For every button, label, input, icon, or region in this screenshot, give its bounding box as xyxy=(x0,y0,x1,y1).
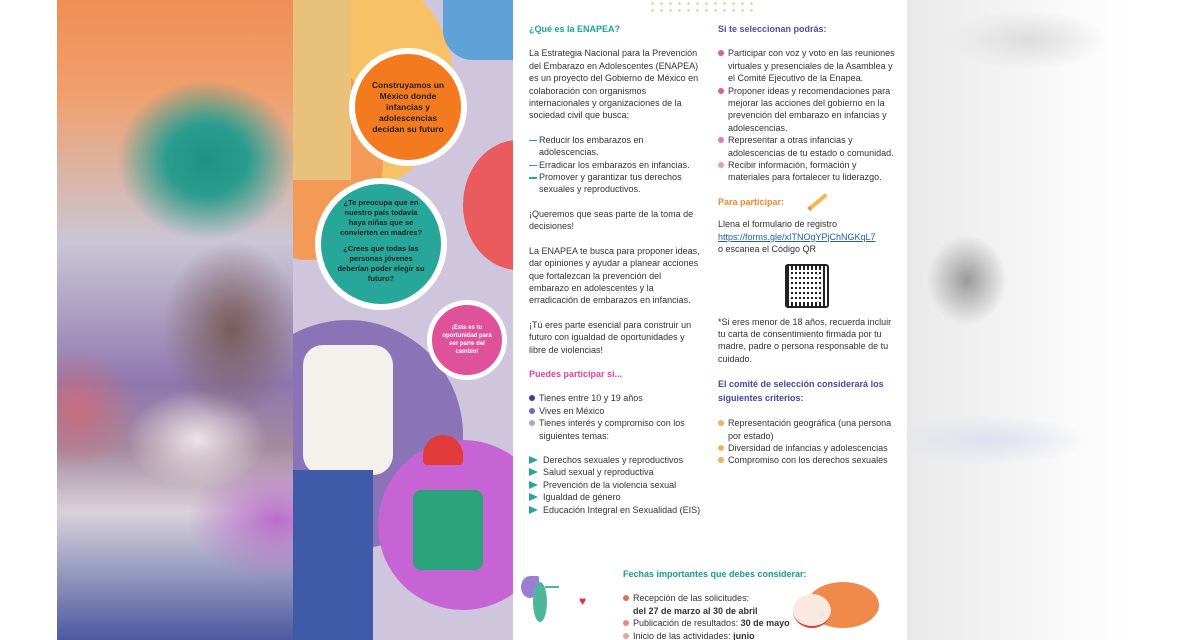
dates-heading: Fechas importantes que debes considerar: xyxy=(623,569,807,579)
topic-item: Igualdad de género xyxy=(529,491,701,503)
participate-line2: o escanea el Código QR xyxy=(718,244,817,255)
date-value: junio xyxy=(733,630,755,640)
goal-item: Erradicar los embarazos en infancias. xyxy=(529,159,701,171)
benefit-item: Participar con voz y voto en las reuniones virtuales y presenciales de la Asamblea y el Comité Ejecutivo de la Enapea. xyxy=(718,47,896,84)
blurred-background-right xyxy=(907,0,1200,640)
pink-message-circle xyxy=(427,300,507,380)
benefits-heading: Si te seleccionan podrás: xyxy=(718,24,827,34)
date-label: Inicio de las actividades: xyxy=(633,630,731,640)
topic-item: Prevención de la violencia sexual xyxy=(529,479,701,491)
teal-question-2: ¿Crees que todas las personas jóvenes deberían poder elegir su futuro? xyxy=(337,244,425,283)
goal-item: Reducir los embarazos en adolescencias. xyxy=(529,134,701,159)
criteria-item: Diversidad de infancias y adolescencias xyxy=(718,442,896,454)
benefit-item: Representar a otras infancias y adolescencias de tu estado o comunidad. xyxy=(718,134,896,159)
about-intro: La Estrategia Nacional para la Prevención del Embarazo en Adolescentes (ENAPEA) es un proyecto del Gobierno de México en colaboración con organismos internacionales y organizaciones de la sociedad civil que busca: xyxy=(529,48,699,121)
participate-header xyxy=(718,196,896,208)
qr-code[interactable] xyxy=(785,264,829,308)
boy-illustration xyxy=(413,490,483,570)
red-shape xyxy=(463,140,513,270)
date-item xyxy=(623,630,873,640)
right-text-column xyxy=(718,0,896,467)
person-illustration-top-left xyxy=(293,0,351,180)
benefit-item: Recibir información, formación y materiales para fortalecer tu liderazgo. xyxy=(718,159,896,184)
registration-form-link[interactable]: https://forms.gle/xITNOgYPjChNGKqL7 xyxy=(718,231,876,242)
teal-question-circle xyxy=(315,178,447,310)
topic-item: Derechos sexuales y reproductivos xyxy=(529,454,701,466)
date-value: 30 de mayo xyxy=(740,618,790,629)
eligibility-list xyxy=(529,392,701,442)
orange-circle-text: Construyamos un México donde infancias y adolescencias decidan su futuro xyxy=(371,79,445,134)
date-label: Publicación de resultados: xyxy=(633,618,739,629)
benefit-item: Proponer ideas y recomendaciones para mejorar las acciones del gobierno en la prevención del embarazo en infancias y adolescencias. xyxy=(718,85,896,135)
illustration-panel xyxy=(293,0,513,640)
enapea-poster xyxy=(293,0,907,640)
eligibility-item: Tienes interés y compromiso con los siguientes temas: xyxy=(529,417,701,442)
participate-line1: Llena el formulario de registro xyxy=(718,219,838,230)
heart-icon: ♥ xyxy=(579,594,587,608)
about-body: La ENAPEA te busca para proponer ideas, dar opiniones y ayudar a planear acciones que fortalezcan la prevención del embarazo en adolescentes y la erradicación de embarazos en infancias. xyxy=(529,245,700,306)
blurred-background-left xyxy=(57,0,293,640)
date-value: del 27 de marzo al 30 de abril xyxy=(633,605,758,616)
hummingbird-illustration xyxy=(521,572,557,632)
girl-jeans xyxy=(293,470,373,640)
criteria-item: Representación geográfica (una persona por estado) xyxy=(718,417,896,442)
teal-question-1: ¿Te preocupa que en nuestro país todavía haya niñas que se convierten en madres? xyxy=(339,198,423,237)
eligibility-item: Tienes entre 10 y 19 años xyxy=(529,392,701,404)
girl-illustration xyxy=(303,345,393,475)
benefits-list xyxy=(718,47,896,183)
topics-list xyxy=(529,454,701,516)
goal-item: Promover y garantizar tus derechos sexuales y reproductivos. xyxy=(529,171,701,196)
pink-circle-text: ¡Esta es tu oportunidad para ser parte del cambio! xyxy=(442,325,492,355)
about-call: ¡Queremos que seas parte de la toma de decisiones! xyxy=(529,208,694,232)
topic-item: Educación Integral en Sexualidad (EIS) xyxy=(529,504,701,516)
criteria-heading: El comité de selección considerará los siguientes criterios: xyxy=(718,379,884,404)
criteria-item: Compromiso con los derechos sexuales xyxy=(718,454,896,466)
about-goals-list xyxy=(529,134,701,196)
cat-illustration xyxy=(793,578,879,630)
orange-message-circle xyxy=(349,48,467,166)
topic-item: Salud sexual y reproductiva xyxy=(529,466,701,478)
eligibility-item: Vives en México xyxy=(529,405,701,417)
about-closing: ¡Tú eres parte esencial para construir un futuro con igualdad de oportunidades y libre de violencias! xyxy=(529,319,692,355)
minor-consent-note: *Si eres menor de 18 años, recuerda incluir tu carta de consentimiento firmada por tu madre, padre o persona responsable de tu cuidado. xyxy=(718,316,892,364)
criteria-list xyxy=(718,417,896,467)
left-text-column xyxy=(529,0,701,516)
about-heading: ¿Qué es la ENAPEA? xyxy=(529,24,621,34)
eligibility-heading: Puedes participar si... xyxy=(529,368,623,379)
person-illustration-top-right xyxy=(443,0,513,60)
date-label: Recepción de las solicitudes: xyxy=(633,593,750,604)
pencil-icon xyxy=(807,193,827,211)
participate-heading: Para participar: xyxy=(718,196,785,207)
